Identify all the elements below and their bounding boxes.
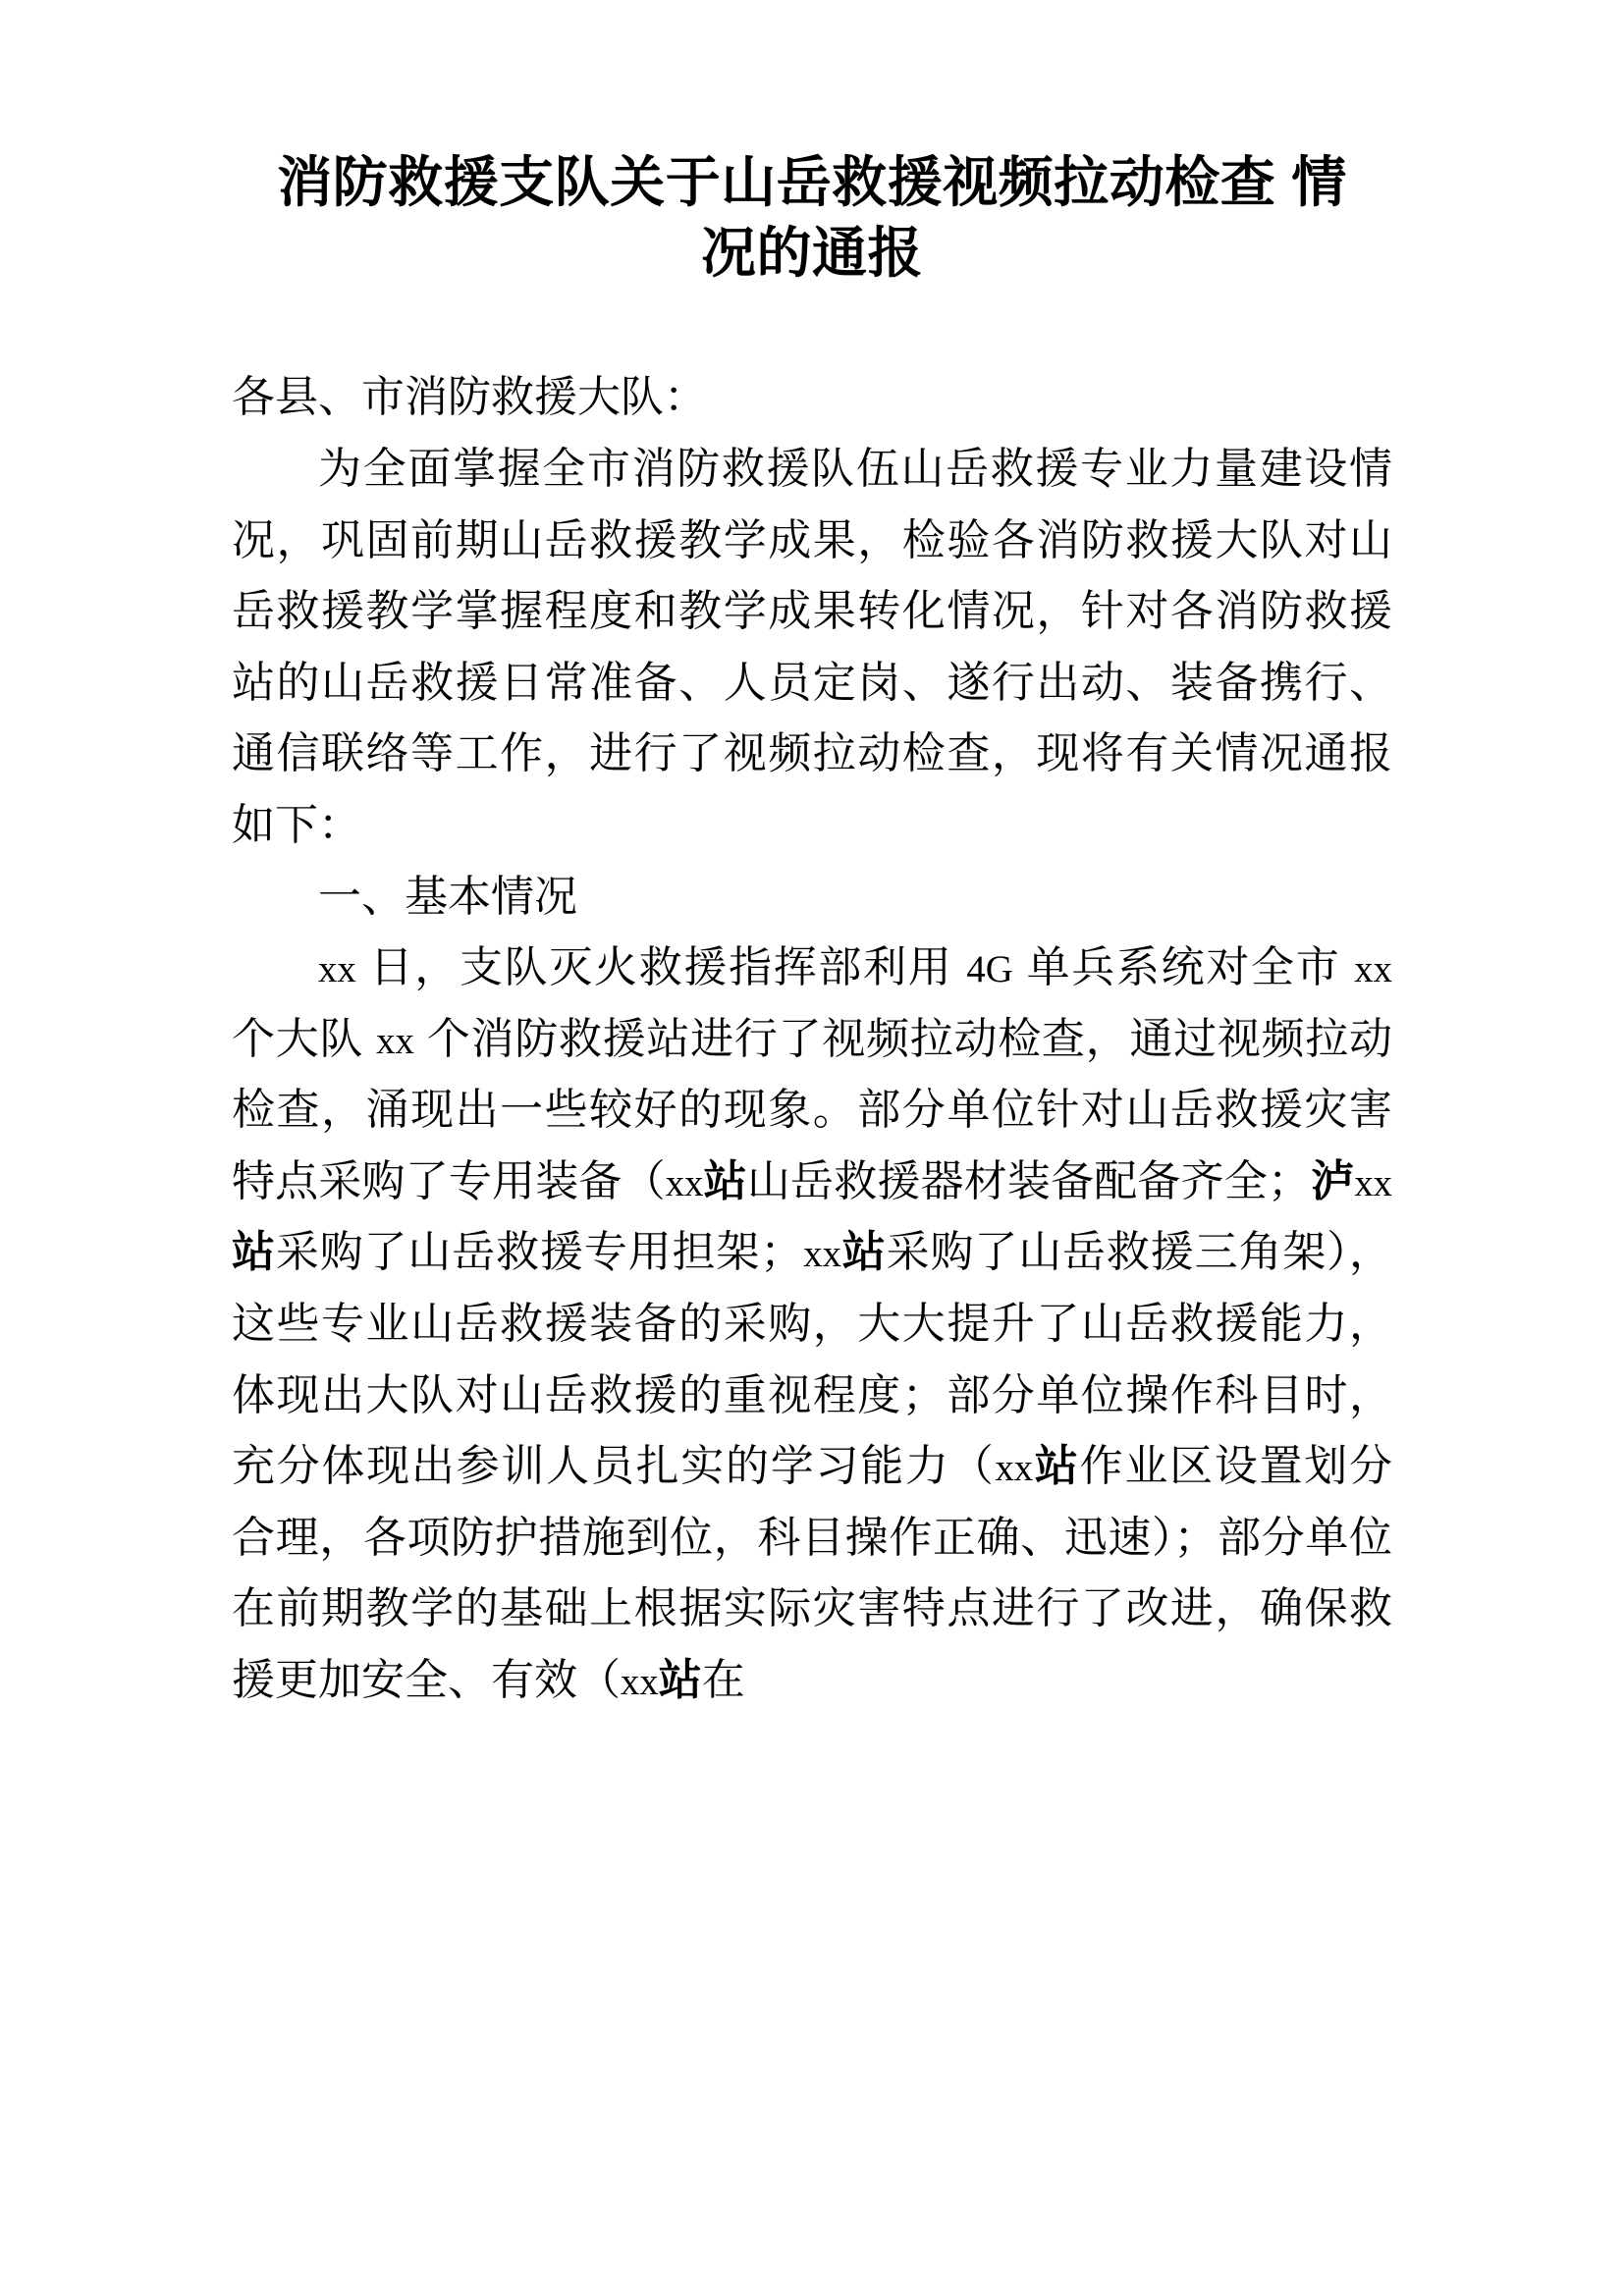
body-text: 在 bbox=[701, 1656, 745, 1705]
latin-text: xx bbox=[1354, 948, 1392, 991]
latin-text: xx bbox=[665, 1161, 704, 1204]
latin-text: 4G bbox=[966, 948, 1013, 991]
page-title bbox=[232, 147, 1392, 288]
emphasis-text: 站 bbox=[1033, 1442, 1080, 1491]
body-text: 为全面掌握全市消防救援队伍山岳救援专业力量建设情况，巩固前期山岳救援教学成果，检验各消防救援大队对山岳救援教学掌握程度和教学成果转化情况，针对各消防救援站的山岳救援日常准备、人员定岗、遂行出动、装备携行、通信联络等工作，进行了视频拉动检查，现将有关情况通报如下： bbox=[232, 444, 1392, 849]
body-text: 山岳救援器材装备配备齐全； bbox=[746, 1156, 1311, 1205]
salutation: 各县、市消防救援大队： bbox=[232, 373, 707, 422]
emphasis-text: 泸 bbox=[1310, 1156, 1355, 1205]
body-text: 作业区设置划分合理，各项防护措施到位，科目操作正确、迅速）；部分单位在前期教学的基础上根据实际灾害特点进行了改进，确保救援更加安全、有效（ bbox=[232, 1442, 1393, 1705]
latin-text: xx bbox=[621, 1661, 659, 1704]
latin-text: xx bbox=[803, 1233, 841, 1276]
body-text: 一、基本情况 bbox=[318, 872, 577, 921]
emphasis-text: 站 bbox=[840, 1228, 887, 1277]
emphasis-text: 站 bbox=[232, 1228, 276, 1277]
body-text: 个大队 bbox=[232, 1014, 377, 1063]
body-text: 采购了山岳救援三角架），这些专业山岳救援装备的采购，大大提升了山岳救援能力，体现出大队对山岳救援的重视程度；部分单位操作科目时，充分体现出参训人员扎实的学习能力（ bbox=[232, 1228, 1393, 1491]
heading-section-one bbox=[232, 862, 1392, 934]
page-title-line-2: 情况的通报 bbox=[701, 151, 1347, 284]
page-title-line-1: 消防救援支队关于山岳救援视频拉动检查 bbox=[277, 151, 1276, 213]
latin-text: xx bbox=[318, 948, 356, 991]
latin-text: xx bbox=[995, 1447, 1034, 1490]
body-text: 采购了山岳救援专用担架； bbox=[275, 1228, 804, 1277]
latin-text: xx bbox=[376, 1019, 414, 1062]
body-text: 日，支队灭火救援指挥部利用 bbox=[355, 943, 967, 992]
body-text: 个消防救援站进行了视频拉动检查，通过视频拉动检查，涌现出一些较好的现象。部分单位针对山岳救援灾害特点采购了专用装备（ bbox=[232, 1014, 1392, 1205]
paragraph-basic-situation bbox=[232, 933, 1392, 1717]
paragraph-purpose bbox=[232, 434, 1392, 862]
body-text: 单兵系统对全市 bbox=[1012, 943, 1355, 992]
emphasis-text: 站 bbox=[703, 1156, 747, 1205]
latin-text: xx bbox=[1354, 1161, 1393, 1204]
emphasis-text: 站 bbox=[658, 1656, 702, 1705]
document-body bbox=[232, 362, 1392, 1716]
